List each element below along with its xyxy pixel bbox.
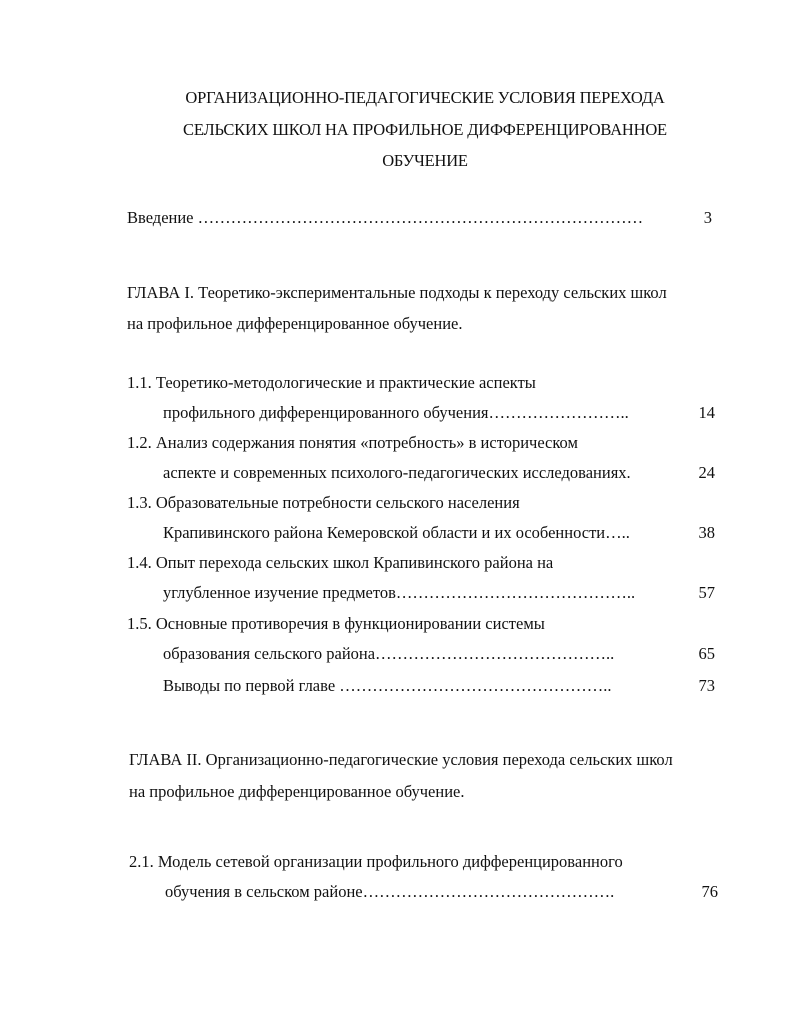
toc-conclusions-1-label: Выводы по первой главе ………………………………………….. <box>163 676 612 695</box>
toc-section-2-1-continuation: обучения в сельском районе………………………………………. <box>165 882 615 901</box>
toc-intro-label: Введение ……………………………………………………………………… <box>127 208 644 227</box>
document-title-line-2: СЕЛЬСКИХ ШКОЛ НА ПРОФИЛЬНОЕ ДИФФЕРЕНЦИРОВАННОЕ <box>183 120 667 139</box>
toc-section-1-4-continuation: углубленное изучение предметов…………………………………….. <box>163 583 636 602</box>
toc-section-1-5-page: 65 <box>698 644 715 663</box>
toc-section-1-2-continuation: аспекте и современных психолого-педагогических исследованиях. <box>163 463 631 482</box>
chapter-2-heading-line-2: на профильное дифференцированное обучение. <box>129 782 465 801</box>
toc-intro-page: 3 <box>703 208 712 227</box>
document-title-line-3: ОБУЧЕНИЕ <box>382 151 468 170</box>
toc-section-1-1-page: 14 <box>698 403 715 422</box>
chapter-1-heading-line-2: на профильное дифференцированное обучение. <box>127 314 463 333</box>
toc-section-1-2-page: 24 <box>698 463 715 482</box>
toc-section-1-3-page: 38 <box>698 523 715 542</box>
toc-section-1-3-title: 1.3. Образовательные потребности сельского населения <box>127 493 520 512</box>
chapter-2-heading-line-1: ГЛАВА II. Организационно-педагогические условия перехода сельских школ <box>129 750 673 769</box>
toc-section-1-2-title: 1.2. Анализ содержания понятия «потребность» в историческом <box>127 433 578 452</box>
toc-conclusions-1-page: 73 <box>698 676 715 695</box>
toc-section-1-1-title: 1.1. Теоретико-методологические и практические аспекты <box>127 373 536 392</box>
toc-section-2-1-page: 76 <box>701 882 718 901</box>
toc-section-1-5-continuation: образования сельского района…………………………………….. <box>163 644 615 663</box>
toc-section-1-1-continuation: профильного дифференцированного обучения…………………….. <box>163 403 629 422</box>
toc-section-2-1-title: 2.1. Модель сетевой организации профильного дифференцированного <box>129 852 623 871</box>
chapter-1-heading-line-1: ГЛАВА I. Теоретико-экспериментальные подходы к переходу сельских школ <box>127 283 667 302</box>
toc-section-1-3-continuation: Крапивинского района Кемеровской области и их особенности….. <box>163 523 630 542</box>
toc-section-1-4-page: 57 <box>698 583 715 602</box>
toc-section-1-5-title: 1.5. Основные противоречия в функционировании системы <box>127 614 545 633</box>
document-title-line-1: ОРГАНИЗАЦИОННО-ПЕДАГОГИЧЕСКИЕ УСЛОВИЯ ПЕРЕХОДА <box>185 88 665 107</box>
toc-section-1-4-title: 1.4. Опыт перехода сельских школ Крапивинского района на <box>127 553 554 572</box>
